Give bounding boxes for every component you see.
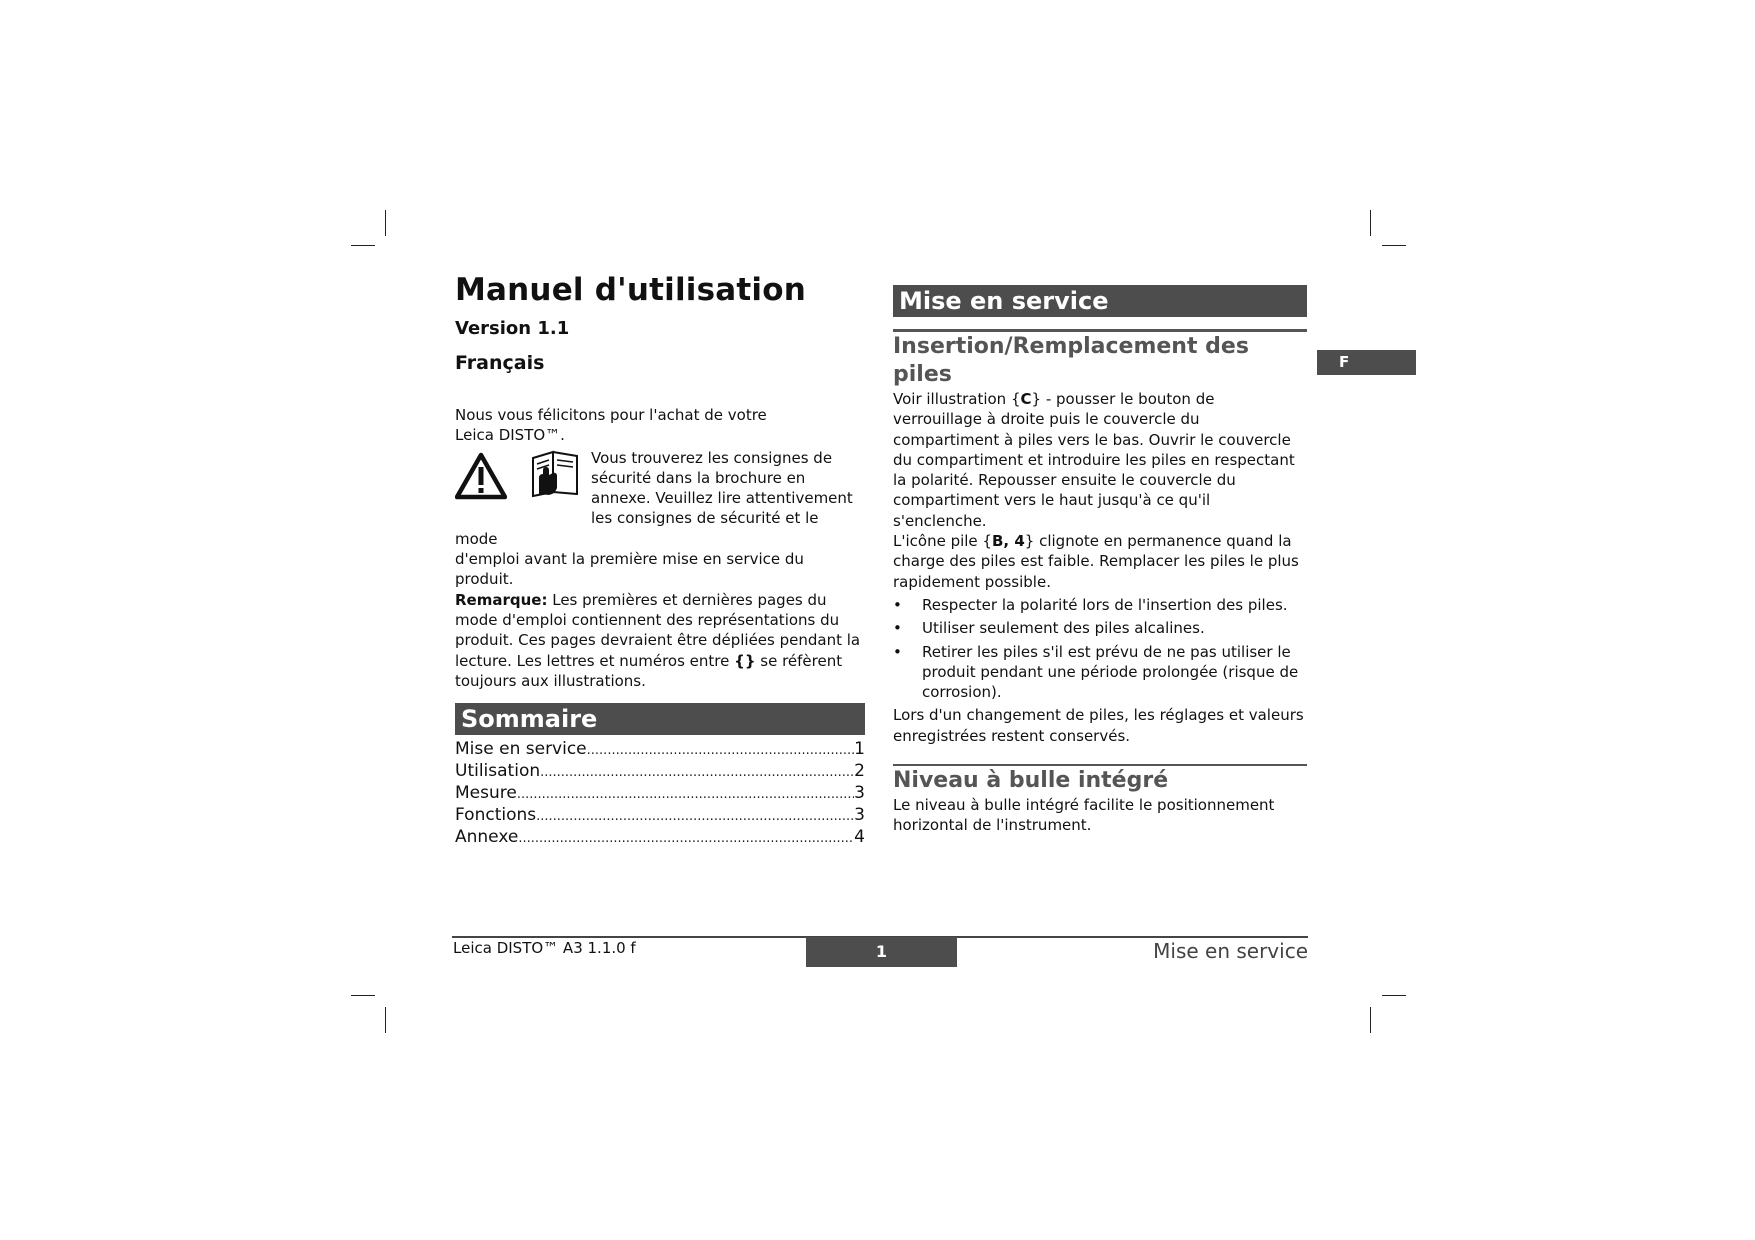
toc-entry[interactable] (455, 827, 865, 849)
crop-mark (385, 1007, 386, 1033)
language-tab: F (1317, 350, 1416, 375)
section-title-level: Niveau à bulle intégré (893, 764, 1307, 795)
note-paragraph (455, 590, 865, 691)
toc-entry[interactable] (455, 805, 865, 827)
battery-bullet-list (893, 595, 1307, 702)
toc-leader (536, 806, 854, 827)
illustration-ref: B, 4 (991, 532, 1025, 551)
battery-icon-paragraph (893, 531, 1307, 592)
toc-entry[interactable] (455, 739, 865, 761)
manual-title: Manuel d'utilisation (455, 272, 806, 308)
illustration-ref: C (1020, 390, 1032, 408)
crop-mark (385, 210, 386, 236)
left-column (455, 270, 865, 849)
toc-label: Fonctions (455, 805, 537, 826)
settings-paragraph: Lors d'un changement de piles, les réglages et valeurs enregistrées restent conservés. (893, 706, 1304, 745)
section-title-batteries: Insertion/Remplacement des piles (893, 329, 1307, 389)
intro-text (455, 405, 865, 446)
paragraph-text: Voir illustration { (893, 390, 1021, 408)
version-label: Version 1.1 (455, 318, 570, 339)
toc-page: 4 (854, 827, 865, 848)
note-label: Remarque: (455, 590, 548, 609)
toc-entry[interactable] (455, 783, 865, 805)
toc-page: 3 (854, 783, 865, 804)
paragraph-text: } clignote en permanence quand la charge des piles est faible. Remplacer les piles le plus rapidement possible. (893, 532, 1299, 591)
language-label: Français (455, 352, 545, 374)
toc-leader (587, 740, 855, 761)
toc-leader (540, 762, 854, 783)
safety-icons (455, 448, 591, 524)
toc-page: 3 (854, 805, 865, 826)
safety-text-continued: d'emploi avant la première mise en service du produit. (455, 550, 804, 589)
footer-product: Leica DISTO™ A3 1.1.0 f (453, 939, 636, 957)
toc-leader (518, 828, 854, 849)
toc-entry[interactable] (455, 761, 865, 783)
crop-mark (1370, 1007, 1371, 1033)
toc-label: Mise en service (455, 739, 587, 760)
sommaire-heading: Sommaire (455, 703, 865, 735)
note-text: se réfèrent toujours aux illustrations. (455, 651, 843, 690)
note-text: Les premières et dernières pages du mode d'emploi contiennent des représentations du produit. Ces pages devraient être dépliées pendant la lecture. Les lettres et numéros entre (455, 590, 861, 670)
level-paragraph: Le niveau à bulle intégré facilite le positionnement horizontal de l'instrument. (893, 796, 1275, 835)
section-banner: Mise en service (893, 285, 1307, 317)
battery-paragraph (893, 389, 1307, 531)
intro-line: Leica DISTO™. (455, 426, 565, 445)
crop-mark (1382, 245, 1406, 246)
page-number: 1 (806, 937, 957, 967)
table-of-contents (455, 739, 865, 849)
safety-block (455, 448, 865, 590)
warning-triangle-icon (455, 452, 507, 500)
toc-page: 1 (854, 739, 865, 760)
paragraph-text: } - pousser le bouton de verrouillage à droite puis le couvercle du compartiment à piles vers le bas. Ouvrir le couvercle du compartiment et introduire les piles en respectant la polarité. Repousser ensuite le couvercle du compartiment vers le haut jusqu'à ce qu'il s'enclenche. (893, 390, 1295, 530)
toc-page: 2 (854, 761, 865, 782)
toc-label: Utilisation (455, 761, 541, 782)
right-column (893, 285, 1307, 836)
safety-text: Vous trouverez les consignes de sécurité dans la brochure en annexe. Veuillez lire attentivement les consignes de sécurité et le mode (455, 448, 853, 548)
crop-mark (351, 245, 375, 246)
list-item: • Retirer les piles s'il est prévu de ne pas utiliser le produit pendant une période prolongée (risque de corrosion). (893, 642, 1307, 703)
crop-mark (1382, 995, 1406, 996)
toc-label: Annexe (455, 827, 519, 848)
list-item: • Utiliser seulement des piles alcalines. (893, 618, 1307, 638)
footer-section: Mise en service (1153, 939, 1308, 963)
paragraph-text: L'icône pile { (893, 532, 992, 551)
crop-mark (1370, 210, 1371, 236)
list-item: • Respecter la polarité lors de l'insertion des piles. (893, 595, 1307, 615)
intro-line: Nous vous félicitons pour l'achat de votre (455, 406, 767, 424)
toc-label: Mesure (455, 783, 517, 804)
toc-leader (517, 784, 854, 805)
note-braces: {} (734, 651, 756, 670)
crop-mark (351, 995, 375, 996)
read-manual-icon (529, 448, 581, 498)
